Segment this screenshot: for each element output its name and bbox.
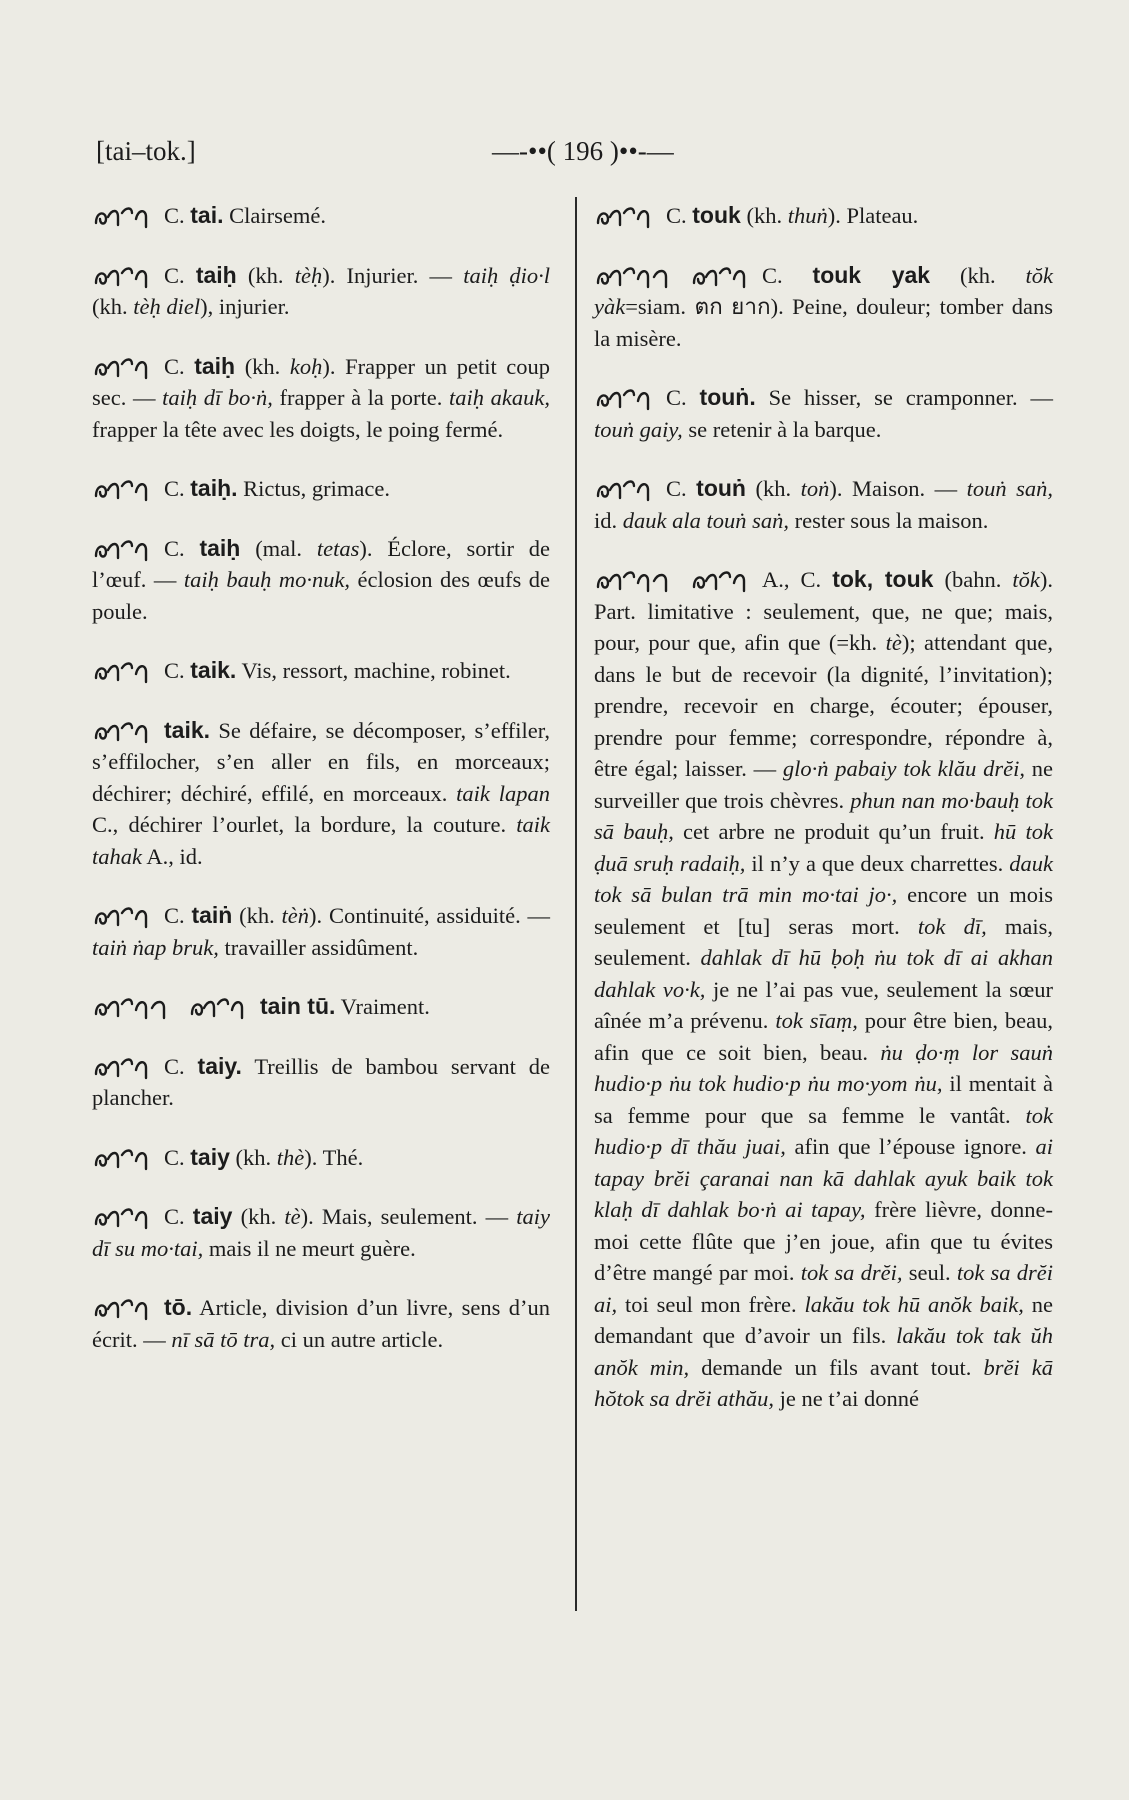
entry-definition: Treillis de bambou servant de plancher.: [92, 1053, 551, 1110]
cham-script-glyph: [92, 1204, 154, 1230]
entry-headword: tai.: [190, 202, 224, 228]
cham-script-glyph: [594, 567, 674, 593]
entry-definition: (kh. toṅ). Maison. — touṅ saṅ, id. dauk ala touṅ saṅ, rester sous la maison.: [594, 476, 1054, 533]
dictionary-entry: [92, 991, 550, 1023]
left-column: [92, 200, 550, 1383]
entry-definition: (kh. tèḥ). Injurier. — taiḥ ḍio·l (kh. tèḥ diel), injurier.: [92, 262, 551, 319]
cham-script-glyph: [690, 263, 752, 289]
cham-script-glyph: [92, 718, 154, 744]
entry-definition: (mal. tetas). Éclore, sortir de l’œuf. — taiḥ bauḥ mo·nuk, éclosion des œufs de poule.: [92, 535, 551, 624]
entry-headword: taiy.: [197, 1052, 242, 1079]
cham-script-glyph: [92, 658, 154, 684]
entry-source: C.: [164, 262, 185, 288]
dictionary-entry: [92, 900, 550, 963]
cham-script-glyph: [92, 354, 154, 380]
cham-script-glyph: [92, 994, 172, 1020]
dictionary-entry: [594, 564, 1053, 1415]
cham-script-glyph: [92, 203, 154, 229]
entry-source: C.: [164, 476, 185, 501]
dictionary-entry: [92, 260, 550, 323]
entry-headword: touk: [692, 202, 741, 228]
cham-script-glyph: [594, 203, 656, 229]
cham-script-glyph: [594, 476, 656, 502]
entry-definition: (kh. tèṅ). Continuité, assiduité. — taiṅ ṅap bruk, travailler assidûment.: [92, 903, 551, 960]
dictionary-entry: [594, 473, 1053, 536]
cham-script-glyph: [594, 385, 656, 411]
dictionary-entry: [92, 715, 550, 873]
entry-source: C.: [164, 658, 185, 683]
entry-definition: Vis, ressort, machine, robinet.: [241, 658, 511, 683]
page-number: —-••( 196 )••-—: [492, 136, 674, 166]
dictionary-entry: [92, 655, 550, 687]
entry-source: C.: [666, 203, 687, 228]
entry-definition: Se hisser, se cramponner. — touṅ gaiy, se retenir à la barque.: [594, 385, 1054, 442]
entry-range: [tai–tok.]: [96, 136, 196, 166]
entry-source: C.: [164, 903, 185, 928]
entry-definition: (kh. tè). Mais, seulement. — taiy dī su mo·tai, mais il ne meurt guère.: [92, 1204, 551, 1261]
entry-definition: Article, division d’un livre, sens d’un écrit. — nī sā tō tra, ci un autre article.: [92, 1295, 550, 1352]
page-header: [96, 136, 1033, 176]
entry-definition: (bahn. tŏk). Part. limitative : seulement, que, ne que; mais, pour, pour que, afin que (=kh. tè); attendant que, dans le but de recevoir (la dignité, l’invitation); prendre, recevoir en charge, écouter; épouser, prendre pour femme; correspondre, répondre à, être égal; laisser. — glo·ṅ pabaiy tok klău drĕi, ne surveiller que trois chèvres. phun nan mo·bauḥ tok sā bauḥ, cet arbre ne produit qu’un fruit. hū tok ḍuā sruḥ radaiḥ, il n’y a que deux charrettes. dauk tok sā bulan trā min mo·tai jo·, encore un mois seulement et [tu] seras mort. tok dī, mais, seulement. dahlak dī hū ḅoḥ ṅu tok dī ai akhan dahlak vo·k, je ne l’ai pas vue, seulement la sœur aînée m’a prévenu. tok sīaṃ, pour être bien, beau, afin que ce soit bien, beau. ṅu ḍo·ṃ lor sauṅ hudio·p ṅu tok hudio·p ṅu mo·yom ṅu, il mentait à sa femme pour que sa femme le vantât. tok hudio·p dī thău juai, afin que l’épouse ignore. ai tapay brĕi çaranai nan kā dahlak ayuk baik tok klaḥ dī dahlak bo·ṅ ai tapay, frère lièvre, donne-moi cette flûte que j’en joue, afin que tu évites d’être mangé par moi. tok sa drĕi, seul. tok sa drĕi ai, toi seul mon frère. lakău tok hū anŏk baik, ne demandant que d’avoir un fils. lakău tok tak ŭh anŏk min, demande un fils avant tout. brĕi kā hŏtok sa drĕi athău, je ne t’ai donné: [594, 567, 1054, 1411]
entry-source: C.: [762, 262, 783, 288]
entry-headword: taiḥ.: [190, 475, 238, 501]
entry-headword: tō.: [164, 1294, 193, 1320]
entry-headword: taiy: [192, 1203, 233, 1229]
entry-headword: taik.: [164, 716, 211, 743]
dictionary-entry: [594, 260, 1053, 355]
cham-script-glyph: [92, 1145, 154, 1171]
cham-script-glyph: [92, 476, 154, 502]
entry-definition: Vraiment.: [340, 994, 430, 1019]
entry-headword: tok, touk: [832, 566, 934, 592]
dictionary-entry: [92, 473, 550, 505]
entry-headword: touk yak: [812, 261, 931, 288]
cham-script-glyph: [92, 1054, 154, 1080]
entry-source: C.: [164, 203, 185, 228]
entry-source: C.: [164, 1053, 185, 1079]
entry-headword: tain tū.: [260, 993, 336, 1019]
cham-script-glyph: [92, 263, 154, 289]
entry-source: C.: [666, 385, 687, 410]
entry-headword: taik.: [190, 657, 237, 683]
entry-definition: (kh. thè). Thé.: [235, 1144, 364, 1170]
dictionary-entry: [92, 1142, 550, 1174]
entry-definition: (kh. tŏk yàk=siam. ตก ยาก). Peine, douleur; tomber dans la misère.: [594, 262, 1054, 351]
entry-source: C.: [164, 353, 185, 379]
entry-headword: touṅ.: [699, 384, 756, 410]
cham-script-glyph: [92, 1295, 154, 1321]
entry-source: C.: [666, 476, 687, 501]
entry-headword: taiḥ: [199, 534, 241, 561]
dictionary-entry: [92, 1051, 550, 1114]
cham-script-glyph: [690, 567, 752, 593]
dictionary-entry: [594, 382, 1053, 445]
entry-definition: (kh. koḥ). Frapper un petit coup sec. — taiḥ dī bo·ṅ, frapper à la porte. taiḥ akauk, frapper la tête avec les doigts, le poing fermé.: [92, 353, 551, 442]
entry-definition: (kh. thuṅ). Plateau.: [746, 203, 919, 228]
dictionary-entry: [92, 351, 550, 446]
entry-headword: touṅ: [696, 475, 746, 501]
entry-headword: taiḥ: [194, 352, 236, 379]
right-column: [594, 200, 1053, 1443]
cham-script-glyph: [188, 994, 250, 1020]
entry-definition: Se défaire, se décomposer, s’effiler, s’effilocher, s’en aller en fils, en morceaux; déchirer; déchiré, effilé, en morceaux. taik lapan C., déchirer l’ourlet, la bordure, la couture. taik tahak A., id.: [92, 717, 550, 869]
dictionary-entry: [92, 1201, 550, 1264]
entry-definition: Clairsemé.: [229, 203, 326, 228]
entry-headword: taiy: [190, 1143, 230, 1170]
cham-script-glyph: [92, 536, 154, 562]
cham-script-glyph: [594, 263, 674, 289]
dictionary-entry: [594, 200, 1053, 232]
entry-source: A., C.: [762, 567, 822, 592]
entry-definition: Rictus, grimace.: [243, 476, 391, 501]
dictionary-entry: [92, 533, 550, 628]
dictionary-entry: [92, 1292, 550, 1355]
entry-headword: taiṅ: [191, 902, 233, 928]
cham-script-glyph: [92, 903, 154, 929]
entry-source: C.: [164, 1144, 185, 1170]
column-divider: [575, 197, 577, 1611]
entry-source: C.: [164, 1204, 185, 1229]
entry-headword: taiḥ: [195, 261, 237, 288]
dictionary-entry: [92, 200, 550, 232]
entry-source: C.: [164, 535, 185, 561]
